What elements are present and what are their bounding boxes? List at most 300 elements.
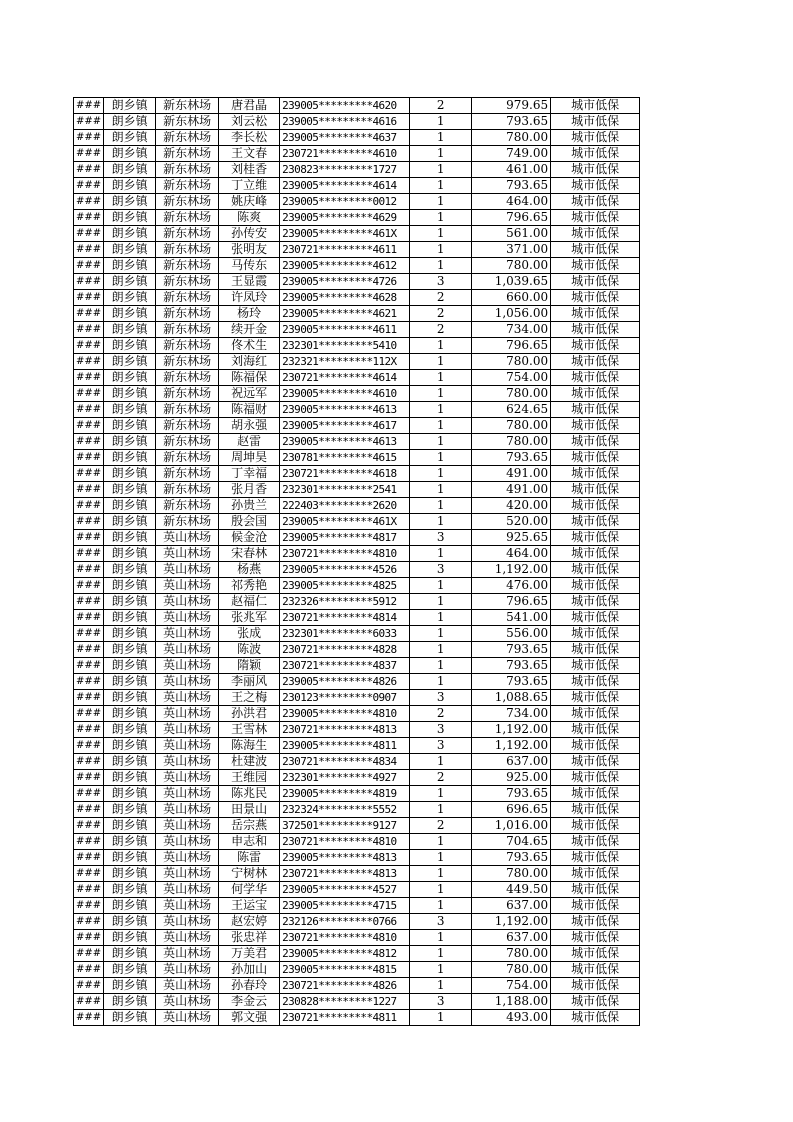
amount-cell: 556.00 (472, 626, 551, 642)
name-cell: 许凤玲 (219, 290, 280, 306)
household-count-cell: 1 (410, 498, 472, 514)
row-index-cell: ### (74, 866, 104, 882)
id-number-cell: 230781*********4615 (280, 450, 410, 466)
row-index-cell: ### (74, 290, 104, 306)
id-number-cell: 230721*********4810 (280, 930, 410, 946)
id-number-cell: 239005*********4612 (280, 258, 410, 274)
row-index-cell: ### (74, 146, 104, 162)
town-cell: 朗乡镇 (104, 194, 156, 210)
table-row (74, 882, 640, 898)
table-row (74, 162, 640, 178)
assistance-type-cell: 城市低保 (551, 834, 640, 850)
amount-cell: 754.00 (472, 978, 551, 994)
name-cell: 陈雷 (219, 850, 280, 866)
id-number-cell: 230721*********4814 (280, 610, 410, 626)
row-index-cell: ### (74, 530, 104, 546)
town-cell: 朗乡镇 (104, 562, 156, 578)
assistance-type-cell: 城市低保 (551, 818, 640, 834)
id-number-cell: 222403*********2620 (280, 498, 410, 514)
assistance-type-cell: 城市低保 (551, 402, 640, 418)
row-index-cell: ### (74, 914, 104, 930)
name-cell: 陈海生 (219, 738, 280, 754)
row-index-cell: ### (74, 386, 104, 402)
household-count-cell: 1 (410, 786, 472, 802)
table-row (74, 866, 640, 882)
name-cell: 隋颖 (219, 658, 280, 674)
assistance-type-cell: 城市低保 (551, 322, 640, 338)
row-index-cell: ### (74, 162, 104, 178)
household-count-cell: 3 (410, 914, 472, 930)
town-cell: 朗乡镇 (104, 866, 156, 882)
forest-farm-cell: 新东林场 (156, 418, 219, 434)
forest-farm-cell: 新东林场 (156, 210, 219, 226)
table-row (74, 114, 640, 130)
table-row (74, 498, 640, 514)
forest-farm-cell: 英山林场 (156, 914, 219, 930)
name-cell: 杜建波 (219, 754, 280, 770)
forest-farm-cell: 新东林场 (156, 242, 219, 258)
id-number-cell: 372501*********9127 (280, 818, 410, 834)
amount-cell: 925.65 (472, 530, 551, 546)
forest-farm-cell: 英山林场 (156, 818, 219, 834)
forest-farm-cell: 英山林场 (156, 898, 219, 914)
household-count-cell: 2 (410, 818, 472, 834)
row-index-cell: ### (74, 242, 104, 258)
household-count-cell: 2 (410, 770, 472, 786)
household-count-cell: 2 (410, 306, 472, 322)
household-count-cell: 3 (410, 562, 472, 578)
row-index-cell: ### (74, 578, 104, 594)
name-cell: 王之梅 (219, 690, 280, 706)
assistance-type-cell: 城市低保 (551, 658, 640, 674)
forest-farm-cell: 英山林场 (156, 754, 219, 770)
amount-cell: 780.00 (472, 130, 551, 146)
id-number-cell: 239005*********4819 (280, 786, 410, 802)
table-row (74, 258, 640, 274)
id-number-cell: 239005*********4817 (280, 530, 410, 546)
name-cell: 佟术生 (219, 338, 280, 354)
name-cell: 陈福保 (219, 370, 280, 386)
town-cell: 朗乡镇 (104, 498, 156, 514)
assistance-type-cell: 城市低保 (551, 946, 640, 962)
household-count-cell: 1 (410, 418, 472, 434)
row-index-cell: ### (74, 210, 104, 226)
assistance-type-cell: 城市低保 (551, 130, 640, 146)
row-index-cell: ### (74, 370, 104, 386)
town-cell: 朗乡镇 (104, 402, 156, 418)
row-index-cell: ### (74, 962, 104, 978)
household-count-cell: 1 (410, 258, 472, 274)
row-index-cell: ### (74, 194, 104, 210)
forest-farm-cell: 英山林场 (156, 578, 219, 594)
assistance-type-cell: 城市低保 (551, 866, 640, 882)
amount-cell: 491.00 (472, 482, 551, 498)
id-number-cell: 230721*********4611 (280, 242, 410, 258)
name-cell: 赵雷 (219, 434, 280, 450)
forest-farm-cell: 新东林场 (156, 370, 219, 386)
town-cell: 朗乡镇 (104, 882, 156, 898)
table-row (74, 546, 640, 562)
forest-farm-cell: 英山林场 (156, 706, 219, 722)
amount-cell: 371.00 (472, 242, 551, 258)
id-number-cell: 230721*********4614 (280, 370, 410, 386)
name-cell: 王文春 (219, 146, 280, 162)
amount-cell: 793.65 (472, 674, 551, 690)
household-count-cell: 1 (410, 114, 472, 130)
name-cell: 陈兆民 (219, 786, 280, 802)
household-count-cell: 1 (410, 898, 472, 914)
assistance-type-cell: 城市低保 (551, 354, 640, 370)
town-cell: 朗乡镇 (104, 786, 156, 802)
forest-farm-cell: 英山林场 (156, 946, 219, 962)
forest-farm-cell: 英山林场 (156, 626, 219, 642)
town-cell: 朗乡镇 (104, 306, 156, 322)
table-row (74, 594, 640, 610)
amount-cell: 541.00 (472, 610, 551, 626)
amount-cell: 780.00 (472, 354, 551, 370)
amount-cell: 780.00 (472, 946, 551, 962)
row-index-cell: ### (74, 898, 104, 914)
household-count-cell: 1 (410, 386, 472, 402)
town-cell: 朗乡镇 (104, 274, 156, 290)
amount-cell: 1,088.65 (472, 690, 551, 706)
id-number-cell: 239005*********4526 (280, 562, 410, 578)
assistance-type-cell: 城市低保 (551, 274, 640, 290)
id-number-cell: 232126*********0766 (280, 914, 410, 930)
roster-table (73, 97, 640, 1026)
amount-cell: 780.00 (472, 258, 551, 274)
town-cell: 朗乡镇 (104, 850, 156, 866)
table-row (74, 674, 640, 690)
assistance-type-cell: 城市低保 (551, 978, 640, 994)
table-row (74, 658, 640, 674)
row-index-cell: ### (74, 674, 104, 690)
forest-farm-cell: 英山林场 (156, 722, 219, 738)
town-cell: 朗乡镇 (104, 450, 156, 466)
row-index-cell: ### (74, 130, 104, 146)
amount-cell: 1,192.00 (472, 722, 551, 738)
row-index-cell: ### (74, 850, 104, 866)
amount-cell: 979.65 (472, 98, 551, 114)
assistance-type-cell: 城市低保 (551, 162, 640, 178)
amount-cell: 793.65 (472, 786, 551, 802)
town-cell: 朗乡镇 (104, 114, 156, 130)
row-index-cell: ### (74, 178, 104, 194)
id-number-cell: 232301*********2541 (280, 482, 410, 498)
forest-farm-cell: 新东林场 (156, 146, 219, 162)
id-number-cell: 239005*********4628 (280, 290, 410, 306)
town-cell: 朗乡镇 (104, 898, 156, 914)
row-index-cell: ### (74, 594, 104, 610)
forest-farm-cell: 英山林场 (156, 546, 219, 562)
town-cell: 朗乡镇 (104, 514, 156, 530)
id-number-cell: 230721*********4828 (280, 642, 410, 658)
assistance-type-cell: 城市低保 (551, 226, 640, 242)
id-number-cell: 239005*********4812 (280, 946, 410, 962)
assistance-type-cell: 城市低保 (551, 802, 640, 818)
table-row (74, 290, 640, 306)
town-cell: 朗乡镇 (104, 386, 156, 402)
id-number-cell: 239005*********4616 (280, 114, 410, 130)
forest-farm-cell: 英山林场 (156, 834, 219, 850)
town-cell: 朗乡镇 (104, 290, 156, 306)
forest-farm-cell: 英山林场 (156, 866, 219, 882)
household-count-cell: 1 (410, 946, 472, 962)
household-count-cell: 1 (410, 850, 472, 866)
forest-farm-cell: 新东林场 (156, 466, 219, 482)
household-count-cell: 1 (410, 370, 472, 386)
table-row (74, 818, 640, 834)
household-count-cell: 1 (410, 450, 472, 466)
amount-cell: 491.00 (472, 466, 551, 482)
assistance-type-cell: 城市低保 (551, 594, 640, 610)
row-index-cell: ### (74, 450, 104, 466)
household-count-cell: 2 (410, 322, 472, 338)
town-cell: 朗乡镇 (104, 482, 156, 498)
town-cell: 朗乡镇 (104, 834, 156, 850)
name-cell: 王显霞 (219, 274, 280, 290)
row-index-cell: ### (74, 226, 104, 242)
table-row (74, 1010, 640, 1026)
household-count-cell: 3 (410, 274, 472, 290)
town-cell: 朗乡镇 (104, 658, 156, 674)
forest-farm-cell: 新东林场 (156, 386, 219, 402)
forest-farm-cell: 英山林场 (156, 738, 219, 754)
row-index-cell: ### (74, 402, 104, 418)
name-cell: 万美君 (219, 946, 280, 962)
household-count-cell: 1 (410, 626, 472, 642)
household-count-cell: 1 (410, 578, 472, 594)
assistance-type-cell: 城市低保 (551, 482, 640, 498)
assistance-type-cell: 城市低保 (551, 450, 640, 466)
name-cell: 刘桂香 (219, 162, 280, 178)
row-index-cell: ### (74, 946, 104, 962)
assistance-type-cell: 城市低保 (551, 706, 640, 722)
row-index-cell: ### (74, 98, 104, 114)
forest-farm-cell: 新东林场 (156, 178, 219, 194)
assistance-type-cell: 城市低保 (551, 770, 640, 786)
household-count-cell: 1 (410, 962, 472, 978)
town-cell: 朗乡镇 (104, 178, 156, 194)
household-count-cell: 1 (410, 210, 472, 226)
table-row (74, 418, 640, 434)
household-count-cell: 1 (410, 482, 472, 498)
household-count-cell: 1 (410, 658, 472, 674)
id-number-cell: 230721*********4813 (280, 866, 410, 882)
town-cell: 朗乡镇 (104, 466, 156, 482)
household-count-cell: 1 (410, 866, 472, 882)
town-cell: 朗乡镇 (104, 738, 156, 754)
forest-farm-cell: 英山林场 (156, 530, 219, 546)
amount-cell: 1,016.00 (472, 818, 551, 834)
forest-farm-cell: 新东林场 (156, 274, 219, 290)
assistance-type-cell: 城市低保 (551, 146, 640, 162)
table-row (74, 178, 640, 194)
assistance-type-cell: 城市低保 (551, 610, 640, 626)
name-cell: 李金云 (219, 994, 280, 1010)
row-index-cell: ### (74, 338, 104, 354)
assistance-type-cell: 城市低保 (551, 114, 640, 130)
table-row (74, 770, 640, 786)
id-number-cell: 239005*********4611 (280, 322, 410, 338)
id-number-cell: 239005*********4825 (280, 578, 410, 594)
name-cell: 张成 (219, 626, 280, 642)
town-cell: 朗乡镇 (104, 690, 156, 706)
amount-cell: 1,192.00 (472, 562, 551, 578)
town-cell: 朗乡镇 (104, 162, 156, 178)
forest-farm-cell: 新东林场 (156, 162, 219, 178)
id-number-cell: 239005*********4617 (280, 418, 410, 434)
assistance-type-cell: 城市低保 (551, 242, 640, 258)
amount-cell: 1,192.00 (472, 738, 551, 754)
name-cell: 申志和 (219, 834, 280, 850)
row-index-cell: ### (74, 770, 104, 786)
town-cell: 朗乡镇 (104, 642, 156, 658)
amount-cell: 793.65 (472, 850, 551, 866)
town-cell: 朗乡镇 (104, 930, 156, 946)
assistance-type-cell: 城市低保 (551, 914, 640, 930)
town-cell: 朗乡镇 (104, 242, 156, 258)
household-count-cell: 1 (410, 674, 472, 690)
name-cell: 候金沧 (219, 530, 280, 546)
name-cell: 郭文强 (219, 1010, 280, 1026)
row-index-cell: ### (74, 114, 104, 130)
id-number-cell: 230721*********4813 (280, 722, 410, 738)
town-cell: 朗乡镇 (104, 962, 156, 978)
name-cell: 孙春玲 (219, 978, 280, 994)
town-cell: 朗乡镇 (104, 722, 156, 738)
name-cell: 杨玲 (219, 306, 280, 322)
table-row (74, 370, 640, 386)
town-cell: 朗乡镇 (104, 322, 156, 338)
row-index-cell: ### (74, 930, 104, 946)
id-number-cell: 230721*********4837 (280, 658, 410, 674)
name-cell: 王雪林 (219, 722, 280, 738)
row-index-cell: ### (74, 466, 104, 482)
amount-cell: 780.00 (472, 962, 551, 978)
town-cell: 朗乡镇 (104, 674, 156, 690)
forest-farm-cell: 新东林场 (156, 98, 219, 114)
id-number-cell: 230123*********0907 (280, 690, 410, 706)
table-row (74, 722, 640, 738)
name-cell: 岳宗燕 (219, 818, 280, 834)
table-row (74, 850, 640, 866)
table-row (74, 242, 640, 258)
forest-farm-cell: 新东林场 (156, 402, 219, 418)
amount-cell: 624.65 (472, 402, 551, 418)
row-index-cell: ### (74, 786, 104, 802)
table-row (74, 306, 640, 322)
household-count-cell: 2 (410, 98, 472, 114)
row-index-cell: ### (74, 642, 104, 658)
name-cell: 孙贵兰 (219, 498, 280, 514)
household-count-cell: 1 (410, 178, 472, 194)
name-cell: 孙加山 (219, 962, 280, 978)
table-row (74, 626, 640, 642)
town-cell: 朗乡镇 (104, 578, 156, 594)
household-count-cell: 2 (410, 290, 472, 306)
amount-cell: 461.00 (472, 162, 551, 178)
row-index-cell: ### (74, 802, 104, 818)
amount-cell: 796.65 (472, 210, 551, 226)
amount-cell: 780.00 (472, 434, 551, 450)
table-row (74, 210, 640, 226)
id-number-cell: 239005*********4637 (280, 130, 410, 146)
name-cell: 张忠祥 (219, 930, 280, 946)
table-row (74, 914, 640, 930)
amount-cell: 734.00 (472, 706, 551, 722)
amount-cell: 520.00 (472, 514, 551, 530)
town-cell: 朗乡镇 (104, 210, 156, 226)
town-cell: 朗乡镇 (104, 146, 156, 162)
assistance-type-cell: 城市低保 (551, 546, 640, 562)
id-number-cell: 239005*********4726 (280, 274, 410, 290)
household-count-cell: 1 (410, 402, 472, 418)
forest-farm-cell: 英山林场 (156, 962, 219, 978)
amount-cell: 493.00 (472, 1010, 551, 1026)
id-number-cell: 239005*********4610 (280, 386, 410, 402)
table-row (74, 482, 640, 498)
household-count-cell: 3 (410, 738, 472, 754)
town-cell: 朗乡镇 (104, 978, 156, 994)
table-row (74, 610, 640, 626)
table-row (74, 130, 640, 146)
assistance-type-cell: 城市低保 (551, 786, 640, 802)
town-cell: 朗乡镇 (104, 226, 156, 242)
forest-farm-cell: 英山林场 (156, 786, 219, 802)
amount-cell: 780.00 (472, 418, 551, 434)
name-cell: 殷会国 (219, 514, 280, 530)
forest-farm-cell: 英山林场 (156, 594, 219, 610)
household-count-cell: 1 (410, 338, 472, 354)
town-cell: 朗乡镇 (104, 418, 156, 434)
amount-cell: 660.00 (472, 290, 551, 306)
id-number-cell: 239005*********4620 (280, 98, 410, 114)
row-index-cell: ### (74, 322, 104, 338)
name-cell: 马传东 (219, 258, 280, 274)
household-count-cell: 1 (410, 978, 472, 994)
row-index-cell: ### (74, 754, 104, 770)
assistance-type-cell: 城市低保 (551, 690, 640, 706)
town-cell: 朗乡镇 (104, 770, 156, 786)
id-number-cell: 232301*********5410 (280, 338, 410, 354)
table-row (74, 386, 640, 402)
forest-farm-cell: 新东林场 (156, 114, 219, 130)
household-count-cell: 1 (410, 882, 472, 898)
forest-farm-cell: 新东林场 (156, 226, 219, 242)
household-count-cell: 1 (410, 466, 472, 482)
assistance-type-cell: 城市低保 (551, 898, 640, 914)
table-row (74, 322, 640, 338)
assistance-type-cell: 城市低保 (551, 962, 640, 978)
assistance-type-cell: 城市低保 (551, 338, 640, 354)
amount-cell: 925.00 (472, 770, 551, 786)
table-row (74, 738, 640, 754)
assistance-type-cell: 城市低保 (551, 562, 640, 578)
household-count-cell: 1 (410, 226, 472, 242)
town-cell: 朗乡镇 (104, 338, 156, 354)
household-count-cell: 1 (410, 754, 472, 770)
name-cell: 王维园 (219, 770, 280, 786)
name-cell: 陈福财 (219, 402, 280, 418)
assistance-type-cell: 城市低保 (551, 882, 640, 898)
forest-farm-cell: 新东林场 (156, 338, 219, 354)
forest-farm-cell: 新东林场 (156, 258, 219, 274)
id-number-cell: 239005*********461X (280, 226, 410, 242)
town-cell: 朗乡镇 (104, 626, 156, 642)
table-row (74, 754, 640, 770)
town-cell: 朗乡镇 (104, 802, 156, 818)
